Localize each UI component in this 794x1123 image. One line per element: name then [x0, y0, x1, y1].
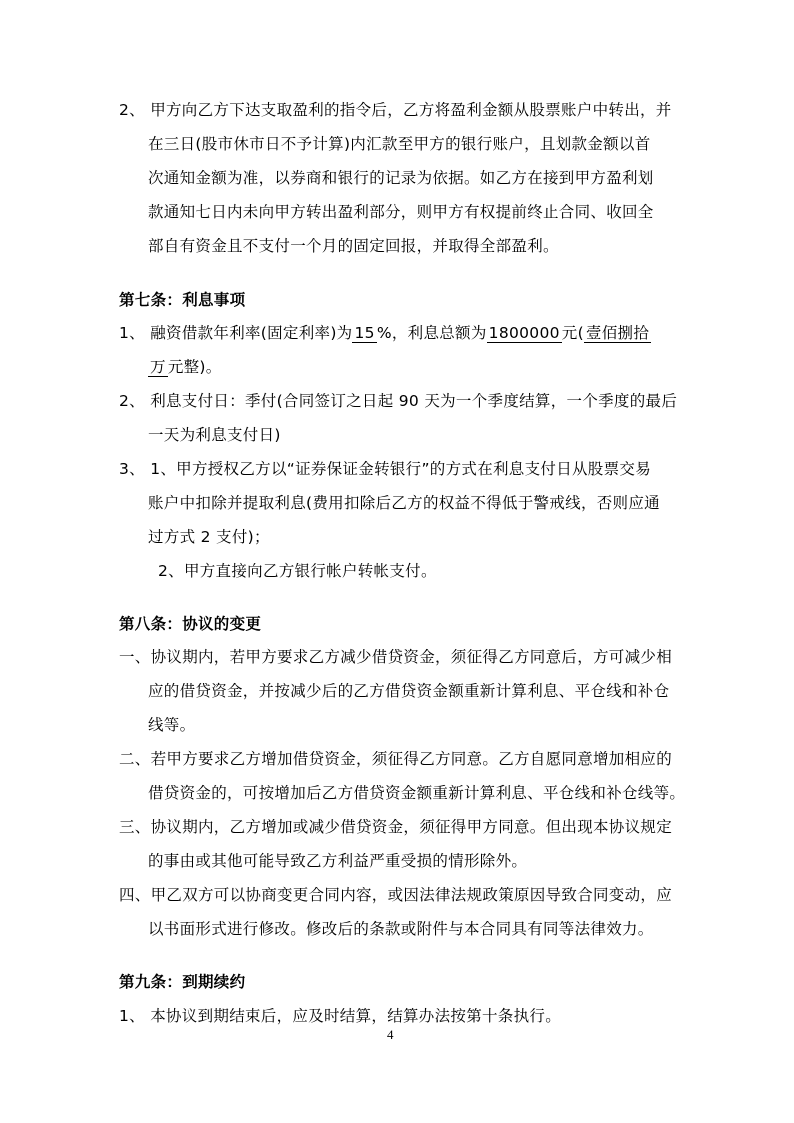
- interest-total-value: 1800000: [488, 324, 560, 342]
- interest-total-words: 壹佰捌拾: [585, 324, 650, 342]
- s7-item1-mid2: 元(: [561, 324, 584, 342]
- s7-item3-line3: 过方式 2 支付)；: [148, 528, 270, 546]
- section-9-heading: 第九条：到期续约: [119, 973, 246, 991]
- page-number: 4: [387, 1027, 394, 1042]
- s7-item3-line4: 2、甲方直接向乙方银行帐户转帐支付。: [158, 562, 437, 580]
- s9-item1: 1、 本协议到期结束后，应及时结算，结算办法按第十条执行。: [119, 1007, 561, 1025]
- s7-item3-line2: 账户中扣除并提取利息(费用扣除后乙方的权益不得低于警戒线，否则应通: [148, 494, 660, 512]
- s8-a-line1: 一、协议期内，若甲方要求乙方减少借贷资金，须征得乙方同意后，方可减少相: [119, 648, 673, 666]
- s7-item1-prefix: 1、 融资借款年利率(固定利率)为: [119, 324, 353, 342]
- section-7-heading: 第七条：利息事项: [119, 291, 246, 309]
- s8-a-line3: 线等。: [148, 716, 196, 734]
- s6-item2-line2: 在三日(股市休市日不予计算)内汇款至甲方的银行账户，且划款金额以首: [148, 135, 651, 153]
- s8-b-line1: 二、若甲方要求乙方增加借贷资金，须征得乙方同意。乙方自愿同意增加相应的: [119, 750, 673, 768]
- s6-item2-line3: 次通知金额为准，以券商和银行的记录为依据。如乙方在接到甲方盈利划: [148, 169, 654, 187]
- s8-d-line2: 以书面形式进行修改。修改后的条款或附件与本合同具有同等法律效力。: [148, 920, 654, 938]
- s8-c-line2: 的事由或其他可能导致乙方利益严重受损的情形除外。: [148, 852, 528, 870]
- s7-item1-mid: %，利息总额为: [376, 324, 487, 342]
- s8-d-line1: 四、甲乙双方可以协商变更合同内容，或因法律法规政策原因导致合同变动，应: [119, 886, 673, 904]
- s8-b-line2: 借贷资金的，可按增加后乙方借贷资金额重新计算利息、平仓线和补仓线等。: [148, 784, 686, 802]
- s8-c-line1: 三、协议期内，乙方增加或减少借贷资金，须征得甲方同意。但出现本协议规定: [119, 818, 673, 836]
- s7-item3-line1: 3、 1、甲方授权乙方以“证券保证金转银行”的方式在利息支付日从股票交易: [119, 460, 652, 478]
- section-8-heading: 第八条：协议的变更: [119, 615, 262, 633]
- s7-item2-line2: 一天为利息支付日): [148, 426, 281, 444]
- s8-a-line2: 应的借贷资金，并按减少后的乙方借贷资金额重新计算利息、平仓线和补仓: [148, 682, 670, 700]
- s6-item2-line5: 部自有资金且不支付一个月的固定回报，并取得全部盈利。: [148, 237, 559, 255]
- s6-item2-line4: 款通知七日内未向甲方转出盈利部分，则甲方有权提前终止合同、收回全: [148, 203, 654, 221]
- interest-total-words-unit: 万: [150, 358, 166, 376]
- s7-item1-line1: [119, 323, 651, 343]
- interest-rate-value: 15: [354, 324, 375, 342]
- s7-item1-suffix: 元整)。: [167, 358, 222, 376]
- s6-item2-line1: 2、 甲方向乙方下达支取盈利的指令后，乙方将盈利金额从股票账户中转出，并: [119, 101, 672, 119]
- s7-item2-line1: 2、 利息支付日：季付(合同签订之日起 90 天为一个季度结算，一个季度的最后: [119, 392, 678, 410]
- s7-item1-line2: [148, 357, 222, 377]
